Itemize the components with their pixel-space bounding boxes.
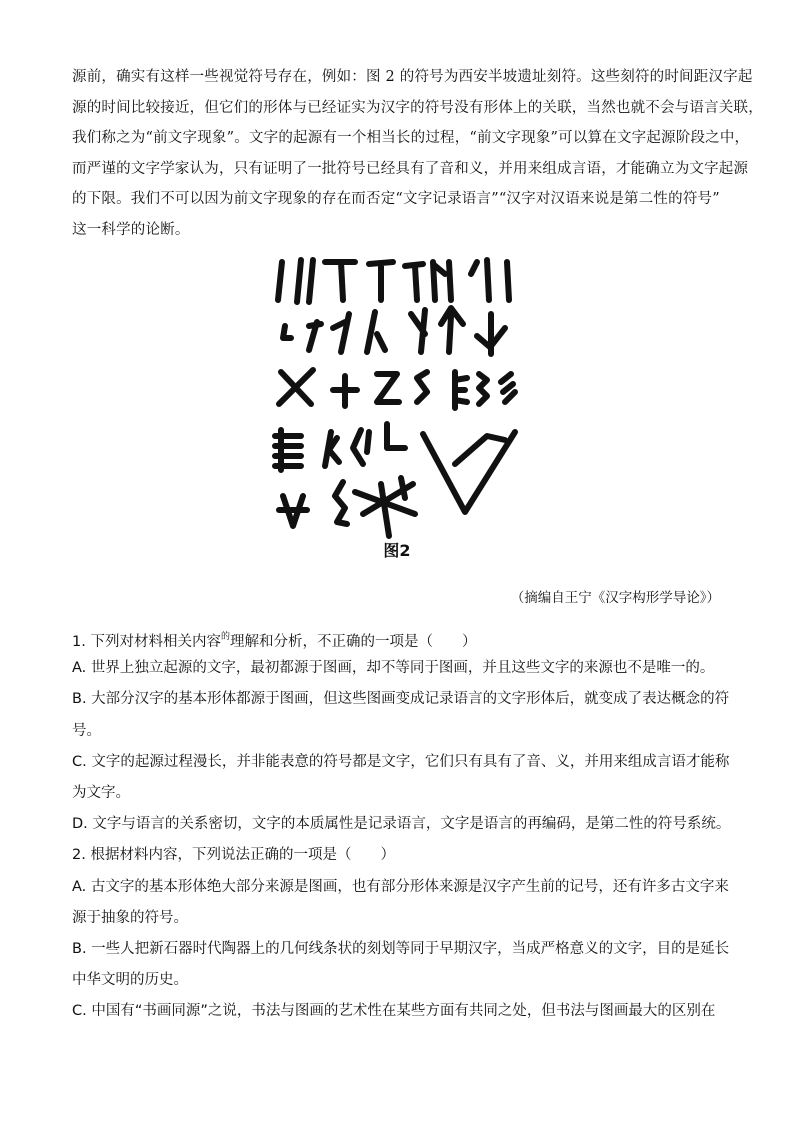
question-1-stem-after: 理解和分析，不正确的一项是（ ） <box>229 634 477 650</box>
question-2-option-line: C. 中国有“书画同源”之说，书法与图画的艺术性在某些方面有共同之处，但书法与图画最大的区别在 <box>72 1003 716 1020</box>
question-1-option-line: A. 世界上独立起源的文字，最初都源于图画，却不等同于图画，并且这些文字的来源也不是唯一的。 <box>72 660 715 677</box>
question-2-option-line: 中华文明的历史。 <box>72 972 188 989</box>
passage-line: 源前，确实有这样一些视觉符号存在，例如：图 2 的符号为西安半坡遗址刻符。这些刻符的时间距汉字起 <box>72 69 753 85</box>
question-1-option-line: 号。 <box>72 722 101 739</box>
question-1-option-line: B. 大部分汉字的基本形体都源于图画，但这些图画变成记录语言的文字形体后，就变成了表达概念的符 <box>72 691 730 708</box>
passage-line: 我们称之为“前文字现象”。文字的起源有一个相当长的过程，“前文字现象”可以算在文字起源阶段之中， <box>72 130 750 147</box>
banpo-symbols-image <box>265 252 525 542</box>
question-1-stem-superscript: 的 <box>220 632 230 642</box>
figure-caption: 图2 <box>383 541 411 560</box>
question-1-option-line: D. 文字与语言的关系密切，文字的本质属性是记录语言，文字是语言的再编码，是第二性的符号系统。 <box>72 816 731 833</box>
question-2-option-line: 源于抽象的符号。 <box>72 909 188 926</box>
question-2-option-line: B. 一些人把新石器时代陶器上的几何线条状的刻划等同于早期汉字，当成严格意义的文字，目的是延长 <box>72 940 730 957</box>
source-citation: （摘编自王宁《汉字构形学导论》） <box>510 590 720 606</box>
questions-section <box>72 622 731 1027</box>
passage <box>72 62 763 246</box>
question-1-option-line: C. 文字的起源过程漫长，并非能表意的符号都是文字，它们只有具有了音、义，并用来组成言语才能称 <box>72 753 730 770</box>
question-1-option-line: 为文字。 <box>72 784 130 801</box>
question-2-option-line: A. 古文字的基本形体绝大部分来源是图画，也有部分形体来源是汉字产生前的记号，还有许多古文字来 <box>72 878 729 895</box>
passage-line: 这一科学的论断。 <box>72 221 190 238</box>
question-2-stem: 2. 根据材料内容，下列说法正确的一项是（ ） <box>72 847 395 864</box>
question-1-stem <box>72 622 722 653</box>
passage-line: 的下限。我们不可以因为前文字现象的存在而否定“文字记录语言”“汉字对汉语来说是第二性的符号” <box>72 191 720 208</box>
question-1-stem-before: 1. 下列对材料相关内容 <box>72 634 221 650</box>
banpo-symbols-figure <box>265 252 525 542</box>
passage-line: 源的时间比较接近，但它们的形体与已经证实为汉字的符号没有形体上的关联，当然也就不会与语言关联， <box>72 99 763 116</box>
passage-line: 而严谨的文字学家认为，只有证明了一批符号已经具有了音和义，并用来组成言语，才能确立为文字起源 <box>72 160 749 177</box>
